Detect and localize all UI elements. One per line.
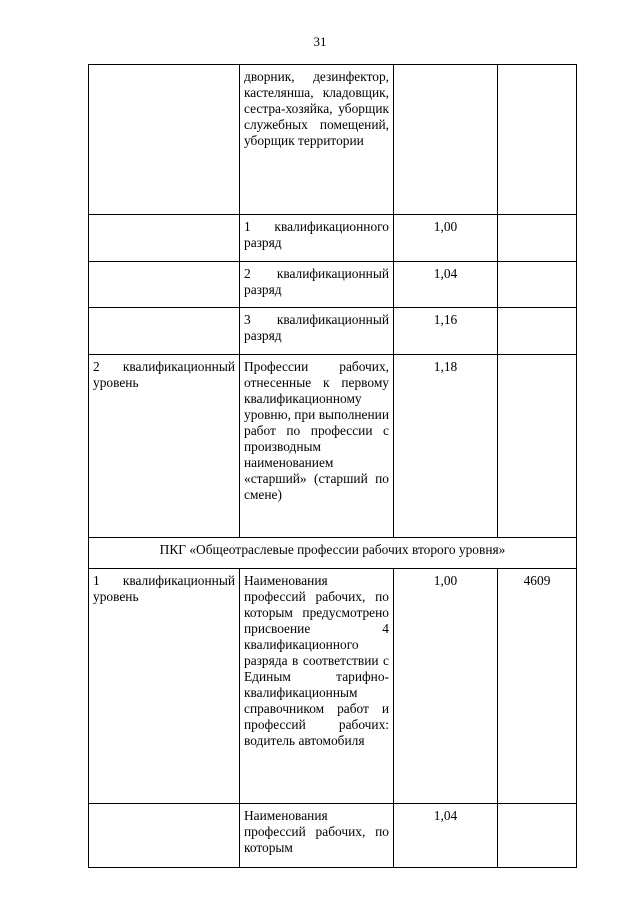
coefficient-cell: 1,04 — [394, 262, 498, 308]
level-cell: 2 квалификационный уровень — [89, 355, 240, 538]
salary-cell — [498, 65, 577, 215]
salary-cell — [498, 804, 577, 868]
table-row — [89, 215, 577, 262]
profession-cell: Наименования профессий рабочих, по которым — [240, 804, 394, 868]
salary-cell — [498, 215, 577, 262]
section-header: ПКГ «Общеотраслевые профессии рабочих второго уровня» — [89, 538, 577, 569]
level-cell — [89, 804, 240, 868]
coefficient-cell: 1,18 — [394, 355, 498, 538]
coefficient-cell: 1,00 — [394, 215, 498, 262]
profession-cell: 1 квалификационного разряд — [240, 215, 394, 262]
salary-cell — [498, 355, 577, 538]
profession-cell: Наименования профессий рабочих, по которым предусмотрено присвоение 4 квалификационного разряда в соответствии с Единым тарифно-квалификационным справочником работ и профессий рабочих: водитель автомобиля — [240, 569, 394, 804]
level-cell — [89, 262, 240, 308]
salary-cell — [498, 262, 577, 308]
level-cell: 1 квалификационный уровень — [89, 569, 240, 804]
profession-cell: Профессии рабочих, отнесенные к первому квалификационному уровню, при выполнении работ по профессии с производным наименованием «старший» (старший по смене) — [240, 355, 394, 538]
coefficient-cell — [394, 65, 498, 215]
table-row — [89, 804, 577, 868]
profession-cell: 2 квалификационный разряд — [240, 262, 394, 308]
table-row — [89, 308, 577, 355]
table-row — [89, 262, 577, 308]
table-row — [89, 569, 577, 804]
coefficient-cell: 1,00 — [394, 569, 498, 804]
level-cell — [89, 65, 240, 215]
salary-cell — [498, 308, 577, 355]
level-cell — [89, 308, 240, 355]
page-number: 31 — [313, 34, 327, 49]
table-row — [89, 355, 577, 538]
table-row — [89, 65, 577, 215]
profession-cell: дворник, дезинфектор, кастелянша, кладовщик, сестра-хозяйка, уборщик служебных помещений, уборщик территории — [240, 65, 394, 215]
salary-cell: 4609 — [498, 569, 577, 804]
level-cell — [89, 215, 240, 262]
coefficient-cell: 1,16 — [394, 308, 498, 355]
profession-cell: 3 квалификационный разряд — [240, 308, 394, 355]
salary-table — [88, 64, 577, 868]
section-header-row — [89, 538, 577, 569]
coefficient-cell: 1,04 — [394, 804, 498, 868]
